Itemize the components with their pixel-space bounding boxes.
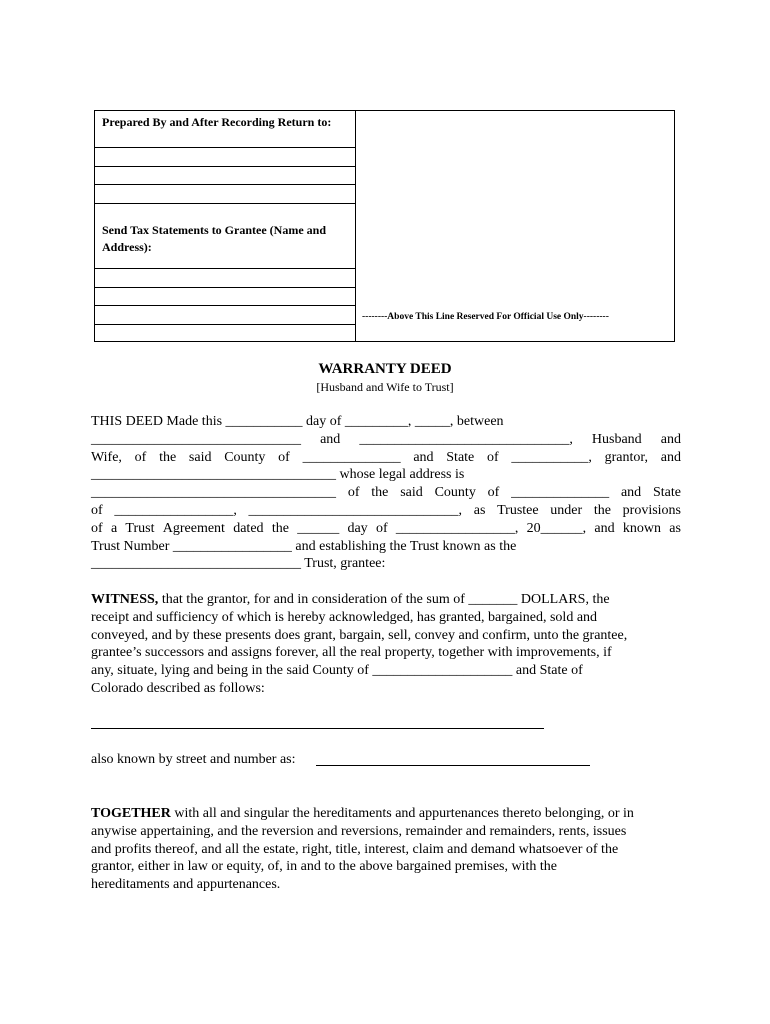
grantee-address-line-4	[95, 324, 355, 325]
together-lead: TOGETHER	[91, 806, 171, 821]
deed-line: ___________________________________ whose legal address is	[91, 467, 465, 483]
tax-statements-label-line2: Address):	[102, 240, 152, 254]
together-line: anywise appertaining, and the reversion and reversions, remainder and remainders, rents, issues	[91, 823, 627, 839]
deed-line: of a Trust Agreement dated the ______ day of _________________, 20______, and known as	[91, 520, 681, 536]
witness-line: receipt and sufficiency of which is hereby acknowledged, has granted, bargained, sold and	[91, 609, 598, 625]
deed-line: THIS DEED Made this ___________ day of _________, _____, between	[91, 414, 504, 429]
witness-line: Colorado described as follows:	[91, 680, 265, 696]
deed-paragraph	[91, 413, 681, 573]
street-address-label: also known by street and number as:	[91, 752, 296, 767]
grantee-address-line-2	[95, 287, 355, 288]
witness-lead: WITNESS,	[91, 592, 159, 607]
grantee-address-line-3	[95, 305, 355, 306]
grantee-address-line-1	[95, 268, 355, 269]
together-line: grantor, either in law or equity, of, in and to the above bargained premises, with the	[91, 859, 557, 875]
tax-statements-label-line1: Send Tax Statements to Grantee (Name and	[102, 223, 326, 237]
return-address-line-2	[95, 166, 355, 167]
street-address-line	[316, 765, 590, 766]
witness-line: conveyed, and by these presents does grant, bargain, sell, convey and confirm, unto the grantee,	[91, 627, 628, 643]
deed-line: ______________________________ and ______________________________, Husband and	[91, 431, 681, 447]
official-use-notice: --------Above This Line Reserved For Official Use Only--------	[362, 312, 609, 322]
witness-line: that the grantor, for and in consideration of the sum of _______ DOLLARS, the	[158, 592, 610, 607]
witness-paragraph	[91, 591, 681, 698]
deed-line: Trust Number _________________ and establishing the Trust known as the	[91, 538, 517, 554]
together-line: hereditaments and appurtenances.	[91, 877, 281, 893]
document-title: WARRANTY DEED	[318, 361, 452, 377]
witness-line: any, situate, lying and being in the said County of ____________________ and State of	[91, 663, 583, 679]
deed-line: ______________________________ Trust, grantee:	[91, 556, 386, 572]
prepared-by-label: Prepared By and After Recording Return to:	[102, 115, 332, 129]
deed-line: of _________________, ______________________________, as Trustee under the provisions	[91, 502, 681, 518]
legal-description-line	[91, 728, 544, 729]
recording-box	[94, 110, 675, 342]
recording-info-column	[95, 111, 356, 341]
return-address-line-4	[95, 203, 355, 204]
together-paragraph	[91, 805, 681, 894]
return-address-line-1	[95, 147, 355, 148]
together-line: and profits thereof, and all the estate, right, title, interest, claim and demand whatsoever of the	[91, 841, 619, 857]
document-subtitle: [Husband and Wife to Trust]	[316, 380, 454, 394]
witness-line: grantee’s successors and assigns forever, all the real property, together with improvements, if	[91, 645, 612, 661]
deed-line: ___________________________________ of the said County of ______________ and State	[91, 485, 681, 501]
deed-line: Wife, of the said County of ______________ and State of ___________, grantor, and	[91, 449, 681, 465]
return-address-line-3	[95, 184, 355, 185]
together-line: with all and singular the hereditaments and appurtenances thereto belonging, or in	[170, 806, 634, 821]
address-row	[91, 751, 681, 769]
